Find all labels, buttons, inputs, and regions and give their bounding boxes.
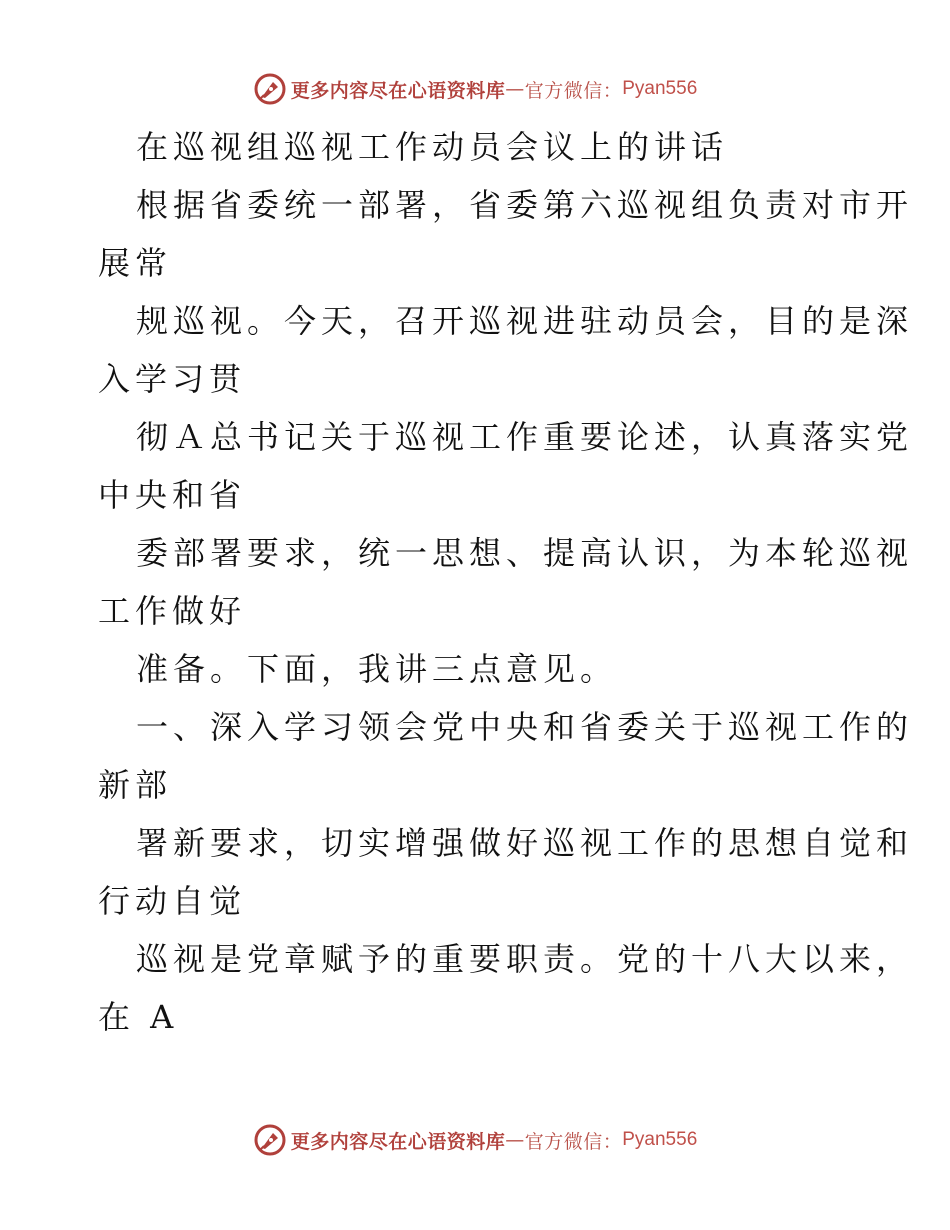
section-heading-line: 新部	[98, 766, 173, 804]
text-line: 规巡视。今天，召开巡视进驻动员会，目的是深	[136, 302, 914, 340]
watermark-main-text: 更多内容尽在心语资料库	[290, 1130, 506, 1153]
watermark-sub-text: 官方微信：	[524, 1130, 623, 1153]
watermark-dash: —	[505, 1129, 525, 1151]
watermark-sub-text: 官方微信：	[524, 79, 623, 102]
text-line: 入学习贯	[98, 360, 247, 398]
text-line: 根据省委统一部署，省委第六巡视组负责对市开	[136, 186, 914, 224]
text-line: 展常	[98, 244, 173, 282]
text-line: 中央和省	[98, 476, 247, 514]
text-line: 委部署要求，统一思想、提高认识，为本轮巡视	[136, 534, 914, 572]
watermark-wechat-id: Pyan556	[622, 1129, 698, 1150]
header-watermark	[0, 72, 950, 106]
text-line: 在 A	[98, 998, 179, 1036]
document-body	[98, 118, 914, 1046]
watermark-wechat-id: Pyan556	[622, 78, 698, 99]
section-heading-line: 行动自觉	[98, 882, 247, 920]
text-line: 巡视是党章赋予的重要职责。党的十八大以来，	[136, 940, 914, 978]
text-line: 工作做好	[98, 592, 247, 630]
pen-nib-logo-icon	[253, 72, 287, 106]
text-line: 准备。下面，我讲三点意见。	[136, 650, 618, 688]
section-heading-line: 署新要求，切实增强做好巡视工作的思想自觉和	[136, 824, 914, 862]
section-heading-line: 一、深入学习领会党中央和省委关于巡视工作的	[136, 708, 914, 746]
document-title: 在巡视组巡视工作动员会议上的讲话	[136, 128, 729, 166]
watermark-main-text: 更多内容尽在心语资料库	[290, 79, 506, 102]
footer-watermark	[0, 1123, 950, 1157]
pen-nib-logo-icon	[253, 1123, 287, 1157]
watermark-dash: —	[505, 78, 525, 100]
text-line: 彻Ａ总书记关于巡视工作重要论述，认真落实党	[136, 418, 914, 456]
